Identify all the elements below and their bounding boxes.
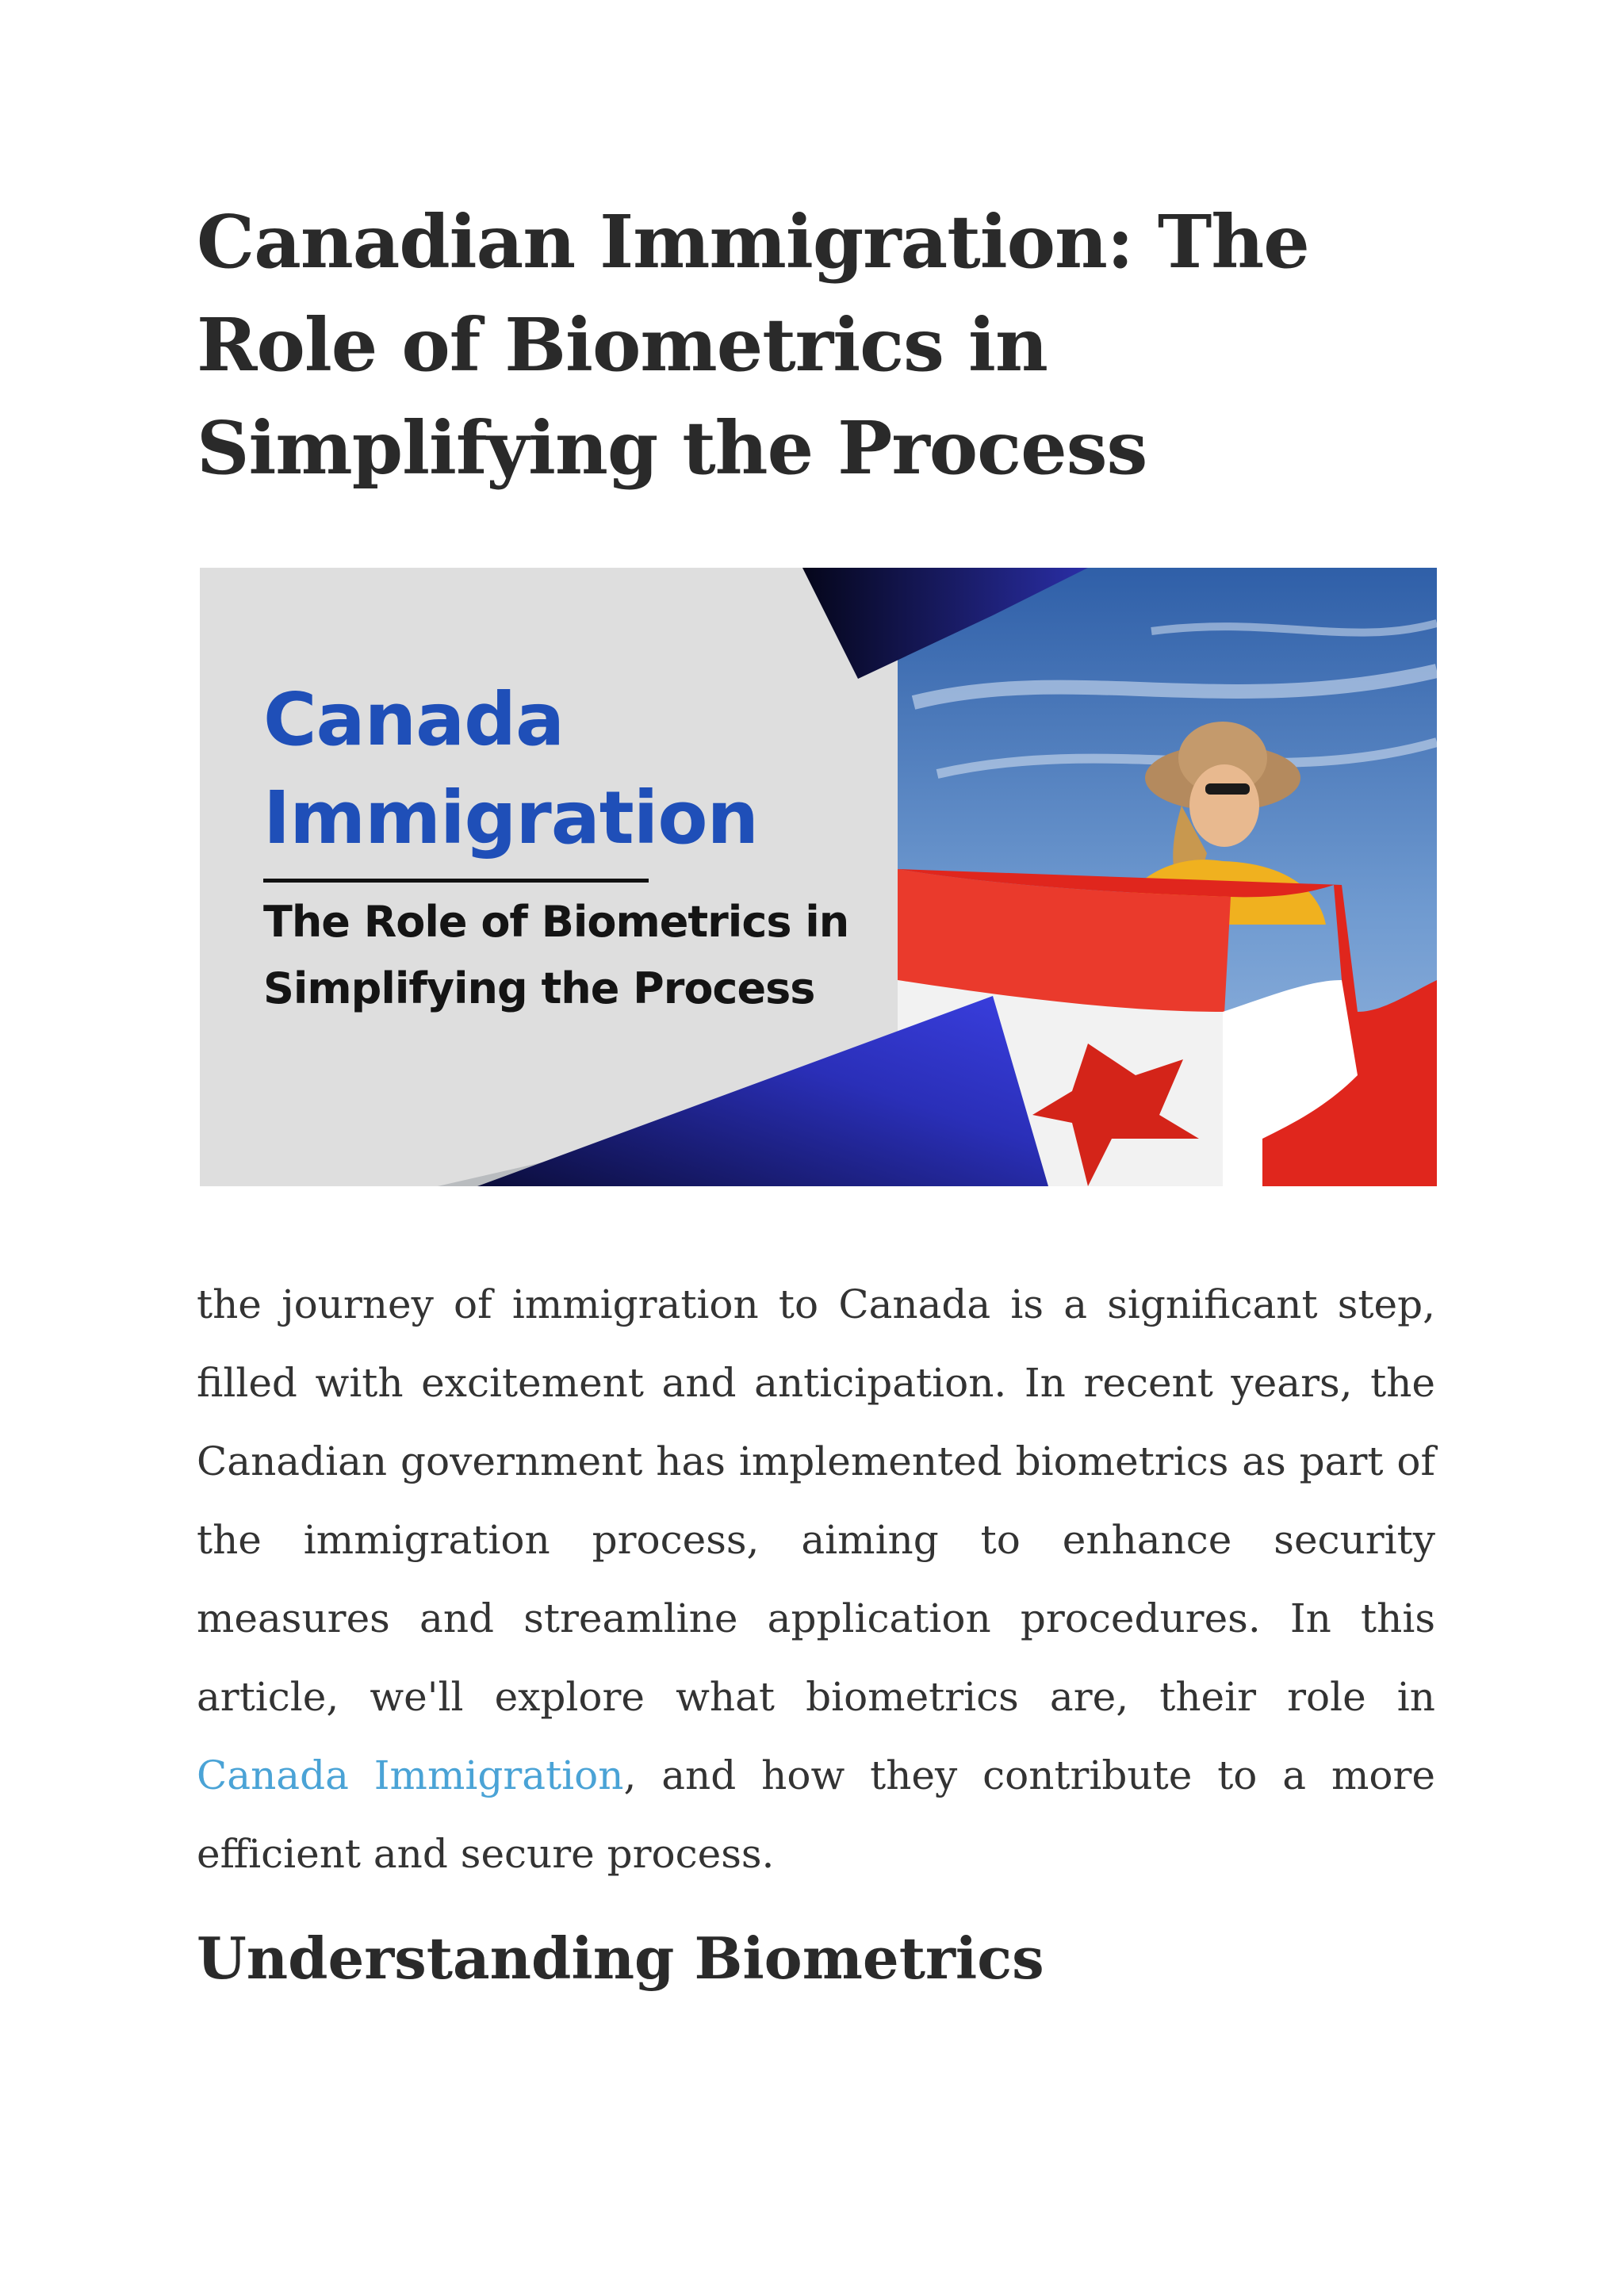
hero-subline-line2: Simplifying the Process — [263, 963, 815, 1013]
page-title: Canadian Immigration: The Role of Biometrics in Simplifying the Process — [197, 199, 1309, 491]
intro-text-start: the journey of immigration to Canada is a significant step, filled with excitement and anticipation. In recent years, the Canadian government has implemented biometrics as part of the immigration process, aiming to enhance security measures and streamline application procedures. In this article, we'll explore what biometrics are, their role in — [197, 1281, 1435, 1720]
hero-image — [200, 568, 1437, 1186]
canada-immigration-link[interactable]: Canada Immigration — [197, 1752, 624, 1798]
hero-headline-line2: Immigration — [263, 776, 759, 860]
intro-text-end: , and how they contribute to a more efficient and secure process. — [197, 1752, 1435, 1877]
hero-subline-line1: The Role of Biometrics in — [263, 897, 849, 947]
hero-text-block — [263, 671, 977, 1022]
hero-divider — [263, 879, 649, 883]
intro-paragraph — [197, 1266, 1435, 1894]
hero-headline-line1: Canada — [263, 677, 565, 762]
section-heading: Understanding Biometrics — [197, 1924, 1044, 1992]
